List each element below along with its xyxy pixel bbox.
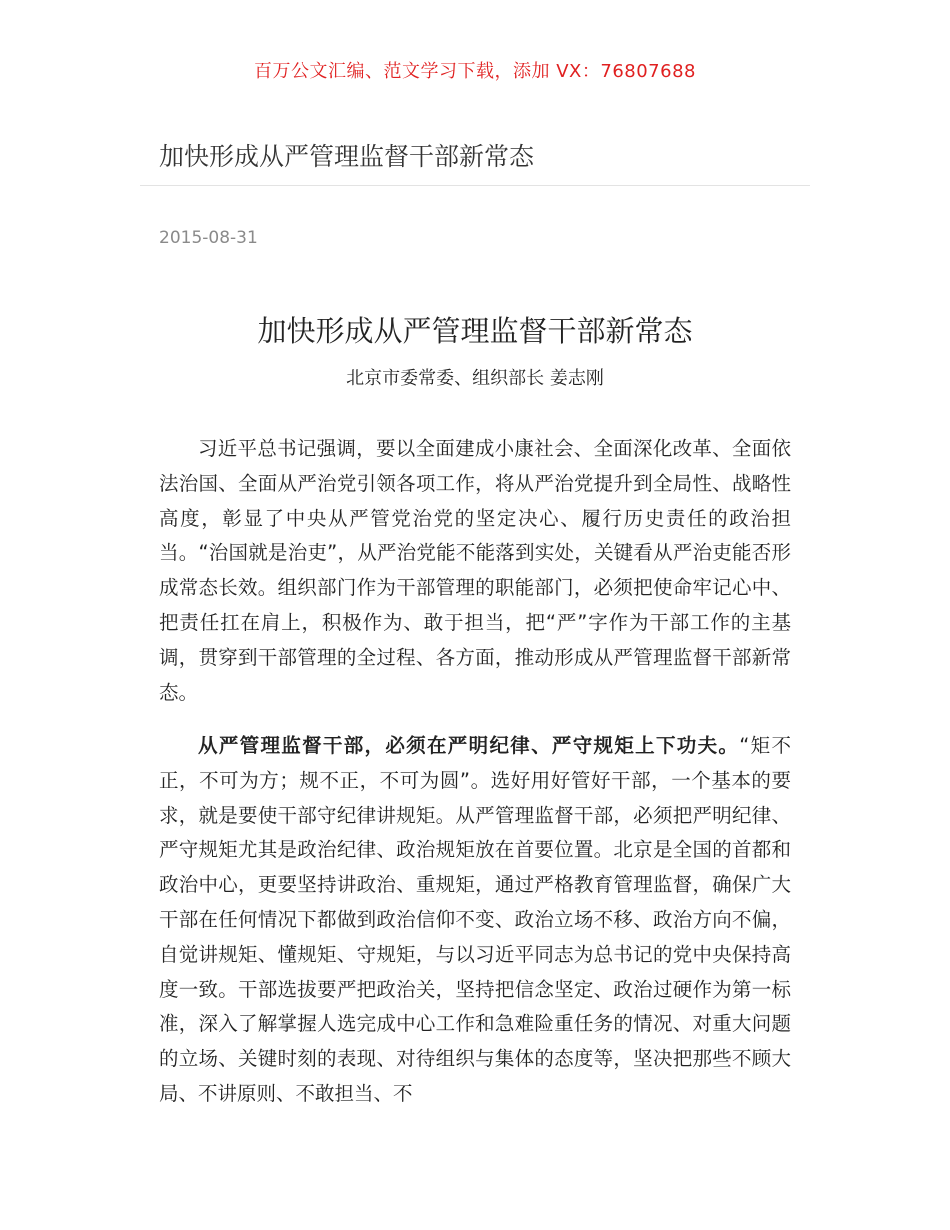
paragraph-2-text: “矩不正，不可为方；规不正，不可为圆”。选好用好管好干部，一个基本的要求，就是要使干部守纪律讲规矩。从严管理监督干部，必须把严明纪律、严守规矩尤其是政治纪律、政治规矩放在首要位置。北京是全国的首都和政治中心，更要坚持讲政治、重规矩，通过严格教育管理监督，确保广大干部在任何情况下都做到政治信仰不变、政治立场不移、政治方向不偏，自觉讲规矩、懂规矩、守规矩，与以习近平同志为总书记的党中央保持高度一致。干部选拔要严把政治关，坚持把信念坚定、政治过硬作为第一标准，深入了解掌握人选完成中心工作和急难险重任务的情况、对重大问题的立场、关键时刻的表现、对待组织与集体的态度等，坚决把那些不顾大局、不讲原则、不敢担当、不: [159, 734, 791, 1105]
promo-banner: 百万公文汇编、范文学习下载，添加 VX：76807688: [254, 61, 696, 82]
article-paragraph-2: [159, 729, 791, 1112]
page-title: 加快形成从严管理监督干部新常态: [159, 142, 535, 171]
publish-date: 2015-08-31: [159, 228, 258, 248]
article-author: 北京市委常委、组织部长 姜志刚: [346, 368, 604, 389]
paragraph-1-text: 习近平总书记强调，要以全面建成小康社会、全面深化改革、全面依法治国、全面从严治党引领各项工作，将从严治党提升到全局性、战略性高度，彰显了中央从严管党治党的坚定决心、履行历史责任的政治担当。“治国就是治吏”，从严治党能不能落到实处，关键看从严治吏能否形成常态长效。组织部门作为干部管理的职能部门，必须把使命牢记心中、把责任扛在肩上，积极作为、敢于担当，把“严”字作为干部工作的主基调，贯穿到干部管理的全过程、各方面，推动形成从严管理监督干部新常态。: [159, 437, 791, 704]
article-title: 加快形成从严管理监督干部新常态: [257, 314, 693, 348]
paragraph-2-lead: 从严管理监督干部，必须在严明纪律、严守规矩上下功夫。: [198, 734, 740, 757]
article-paragraph-1: [159, 432, 791, 710]
title-divider: [140, 185, 810, 186]
